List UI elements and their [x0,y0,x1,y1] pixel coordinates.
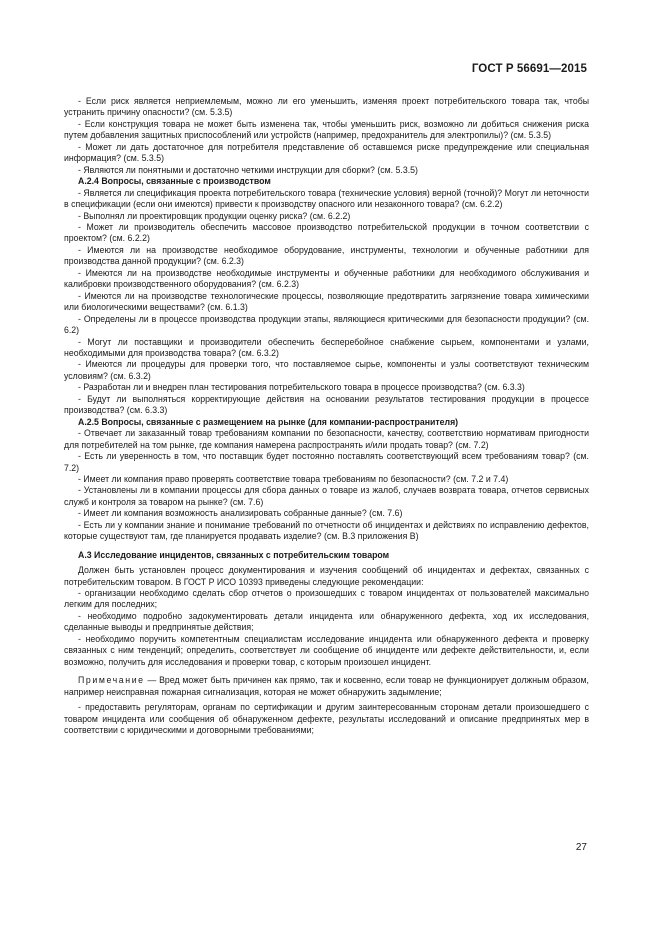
paragraph: - Если риск является неприемлемым, можно ли его уменьшить, изменяя проект потребительского товара так, чтобы устранить причину опасности? (см. 5.3.5) [64,96,589,118]
section-heading-a3: А.3 Исследование инцидентов, связанных с потребительским товаром [78,549,390,560]
page-number: 27 [575,842,587,853]
list-item: - Является ли спецификация проекта потребительского товара (технические условия) верной (точной)? Могут ли неточности в спецификации (если они имеются) привести к производству опасного или незаконного товара? (см. 6.2.2) [64,187,589,210]
paragraph: - Являются ли понятными и достаточно четкими инструкции для сборки? (см. 5.3.5) [78,164,418,175]
list-item: - Имеются ли на производстве технологические процессы, позволяющие предотвратить загрязнение товара химическими или биологическими веществами? (см. 6.1.3) [64,290,589,313]
note-text: — Вред может быть причинен как прямо, так и косвенно, если товар не функционирует должным образом, например неисправная пожарная сигнализация, которая не может обнаружить задымление; [64,675,589,697]
paragraph: Должен быть установлен процесс документирования и изучения сообщений об инцидентах и дефектах, связанных с потребительским товаром. В ГОСТ Р ИСО 10393 приведены следующие рекомендации: [64,565,589,587]
list-item: - Имеются ли на производстве необходимые инструменты и обученные работники для необходимого обслуживания и калибровки производственного оборудования? (см. 6.2.3) [64,267,589,290]
section-heading-a25: А.2.5 Вопросы, связанные с размещением на рынке (для компании-распространителя) [78,416,459,427]
paragraph: - Может ли дать достаточное для потребителя представление об оставшемся риске предупреждение или специальная информация? (см. 5.3.5) [64,141,589,164]
list-item: - Выполнял ли проектировщик продукции оценку риска? (см. 6.2.2) [78,210,351,221]
list-item: - Имеются ли на производстве необходимое оборудование, инструменты, технологии и обученные работники для производства данной продукции? (см. 6.2.3) [64,244,589,267]
list-item: - организации необходимо сделать сбор отчетов о произошедших с товаром инцидентах от пользователей максимально легким для последних; [64,588,589,610]
section-heading-a24: А.2.4 Вопросы, связанные с производством [78,176,271,187]
document-header: ГОСТ Р 56691—2015 [471,63,587,75]
list-item: - предоставить регуляторам, органам по сертификации и другим заинтересованным сторонам детали произошедшего с товаром инцидента или сообщения об обнаруженном дефекте, результаты исследований и описание предпринятых мер в соответствии с юридическими и договорными требованиями; [64,702,589,736]
list-item: - Будут ли выполняться корректирующие действия на основании результатов тестирования продукции в процессе производства? (см. 6.3.3) [64,393,589,416]
list-item: - Есть ли у компании знание и понимание требований по отчетности об инцидентах и действиях по исправлению дефектов, которые существуют там, где планируется продавать изделие? (см. В.3 приложения В) [64,519,589,542]
list-item: - Разработан ли и внедрен план тестирования потребительского товара в процессе производства? (см. 6.3.3) [78,382,525,393]
note-label: Примечание [78,675,145,686]
list-item: - Отвечает ли заказанный товар требованиям компании по безопасности, качеству, соответствию нормативам пригодности для потребителей на том рынке, где компания намерена распространять и/или продать товар? (см. 7.2) [64,428,589,450]
list-item: - необходимо поручить компетентным специалистам исследование инцидента или обнаруженного дефекта и проверку связанных с ним тенденций; определить, соответствует ли сообщение об инциденте или дефекте действительности, и, если возможно, получить для исследования и проверки товар, с которым произошел инцидент. [64,633,589,667]
paragraph: - Если конструкция товара не может быть изменена так, чтобы уменьшить риск, возможно ли добиться снижения риска путем добавления защитных приспособлений или устройств (например, предохранитель для электропилы)? (см. 5.3.5) [64,118,589,141]
list-item: - Определены ли в процессе производства продукции этапы, являющиеся критическими для безопасности продукции? (см. 6.2) [64,313,589,336]
page-body [64,96,589,736]
note [64,675,589,698]
list-item: - Могут ли поставщики и производители обеспечить бесперебойное снабжение сырьем, компонентами и узлами, необходимыми для производства товара? (см. 6.3.2) [64,336,589,358]
list-item: - Имеет ли компания право проверять соответствие товара требованиям по безопасности? (см. 7.2 и 7.4) [78,473,509,484]
list-item: - необходимо подробно задокументировать детали инцидента или обнаруженного дефекта, ход их исследования, сделанные выводы и предпринятые действия; [64,610,589,633]
list-item: - Имеются ли процедуры для проверки того, что поставляемое сырье, компоненты и узлы соответствуют техническим условиям? (см. 6.3.2) [64,359,589,381]
list-item: - Имеет ли компания возможность анализировать собранные данные? (см. 7.6) [78,508,403,519]
list-item: - Установлены ли в компании процессы для сбора данных о товаре из жалоб, случаев возврата товара, отчетов сервисных служб и контроля за товаром на рынке? (см. 7.6) [64,485,589,507]
list-item: - Есть ли уверенность в том, что поставщик будет постоянно поставлять соответствующий всем требованиям товар? (см. 7.2) [64,451,589,473]
list-item: - Может ли производитель обеспечить массовое производство потребительской продукции в точном соответствии с проектом? (см. 6.2.2) [64,221,589,244]
